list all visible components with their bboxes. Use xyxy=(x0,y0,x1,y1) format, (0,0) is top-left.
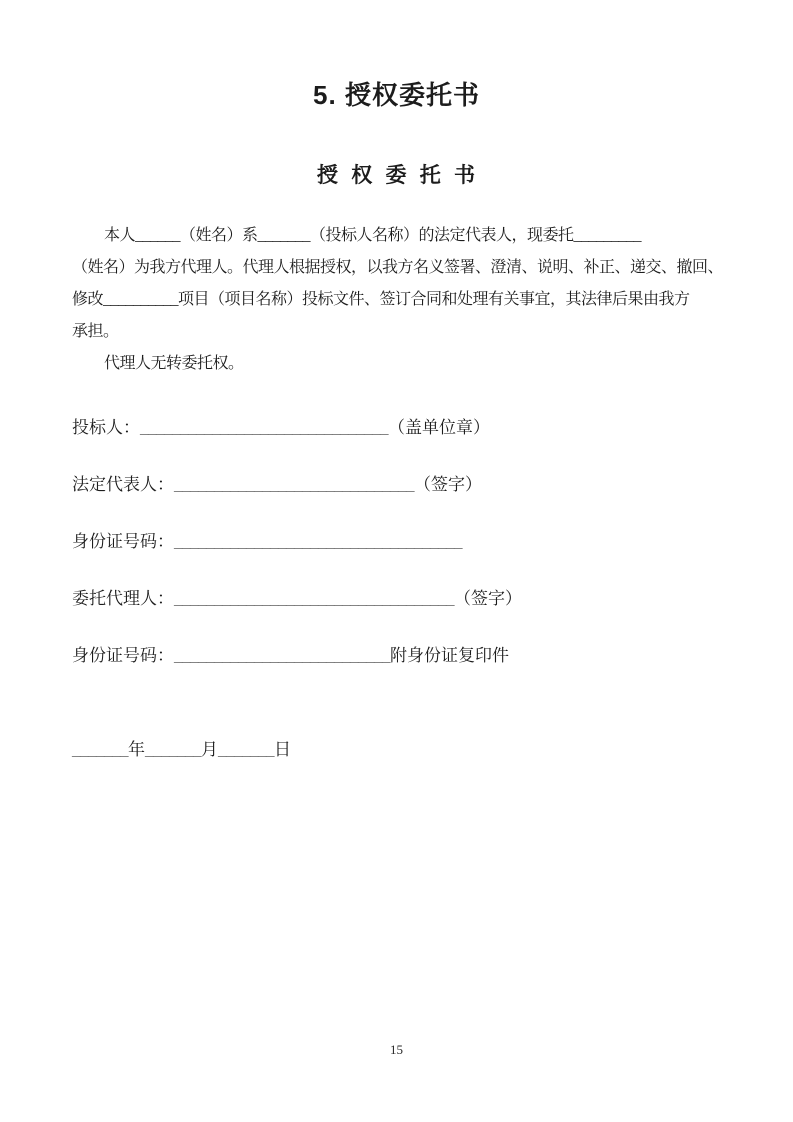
section-title: 5. 授权委托书 xyxy=(313,80,480,110)
entrusted-agent-blank-line: ___________________________________ xyxy=(174,589,454,608)
no-subdelegation-note: 代理人无转委托权。 xyxy=(104,355,244,372)
day-label: 日 xyxy=(274,740,291,759)
field-row-id-number-1 xyxy=(72,530,721,554)
document-title: 授 权 委 托 书 xyxy=(317,163,476,187)
year-blank-line: _______ xyxy=(72,740,128,759)
id-number-2-suffix: 附身份证复印件 xyxy=(390,646,509,665)
id-number-2-label: 身份证号码： xyxy=(72,646,174,665)
entrusted-agent-suffix: （签字） xyxy=(454,589,522,608)
field-row-entrusted-agent xyxy=(72,587,721,611)
date-line xyxy=(72,738,721,762)
legal-representative-suffix: （签字） xyxy=(414,475,482,494)
bidder-blank-line: _______________________________ xyxy=(140,418,388,437)
id-number-1-blank-line: ____________________________________ xyxy=(174,532,462,551)
id-number-2-blank-line: ___________________________ xyxy=(174,646,390,665)
legal-representative-label: 法定代表人： xyxy=(72,475,174,494)
month-blank-line: _______ xyxy=(145,740,201,759)
day-blank-line: _______ xyxy=(218,740,274,759)
field-row-legal-representative xyxy=(72,473,721,497)
month-label: 月 xyxy=(201,740,218,759)
field-row-bidder xyxy=(72,416,721,440)
paragraph-line-2: （姓名）为我方代理人。代理人根据授权，以我方名义签署、澄清、说明、补正、递交、撤回、 xyxy=(72,259,724,276)
authorization-statement xyxy=(72,220,724,348)
year-label: 年 xyxy=(128,740,145,759)
bidder-label: 投标人： xyxy=(72,418,140,437)
paragraph-line-4: 承担。 xyxy=(72,323,119,340)
entrusted-agent-label: 委托代理人： xyxy=(72,589,174,608)
signature-fields xyxy=(72,416,721,668)
id-number-1-label: 身份证号码： xyxy=(72,532,174,551)
paragraph-line-1: 本人______（姓名）系_______（投标人名称）的法定代表人，现委托_________ xyxy=(104,227,642,244)
legal-representative-blank-line: ______________________________ xyxy=(174,475,414,494)
field-row-id-number-2 xyxy=(72,644,721,668)
bidder-suffix: （盖单位章） xyxy=(388,418,490,437)
page-number: 15 xyxy=(390,1042,403,1057)
paragraph-line-3: 修改__________项目（项目名称）投标文件、签订合同和处理有关事宜，其法律后果由我方 xyxy=(72,291,690,308)
